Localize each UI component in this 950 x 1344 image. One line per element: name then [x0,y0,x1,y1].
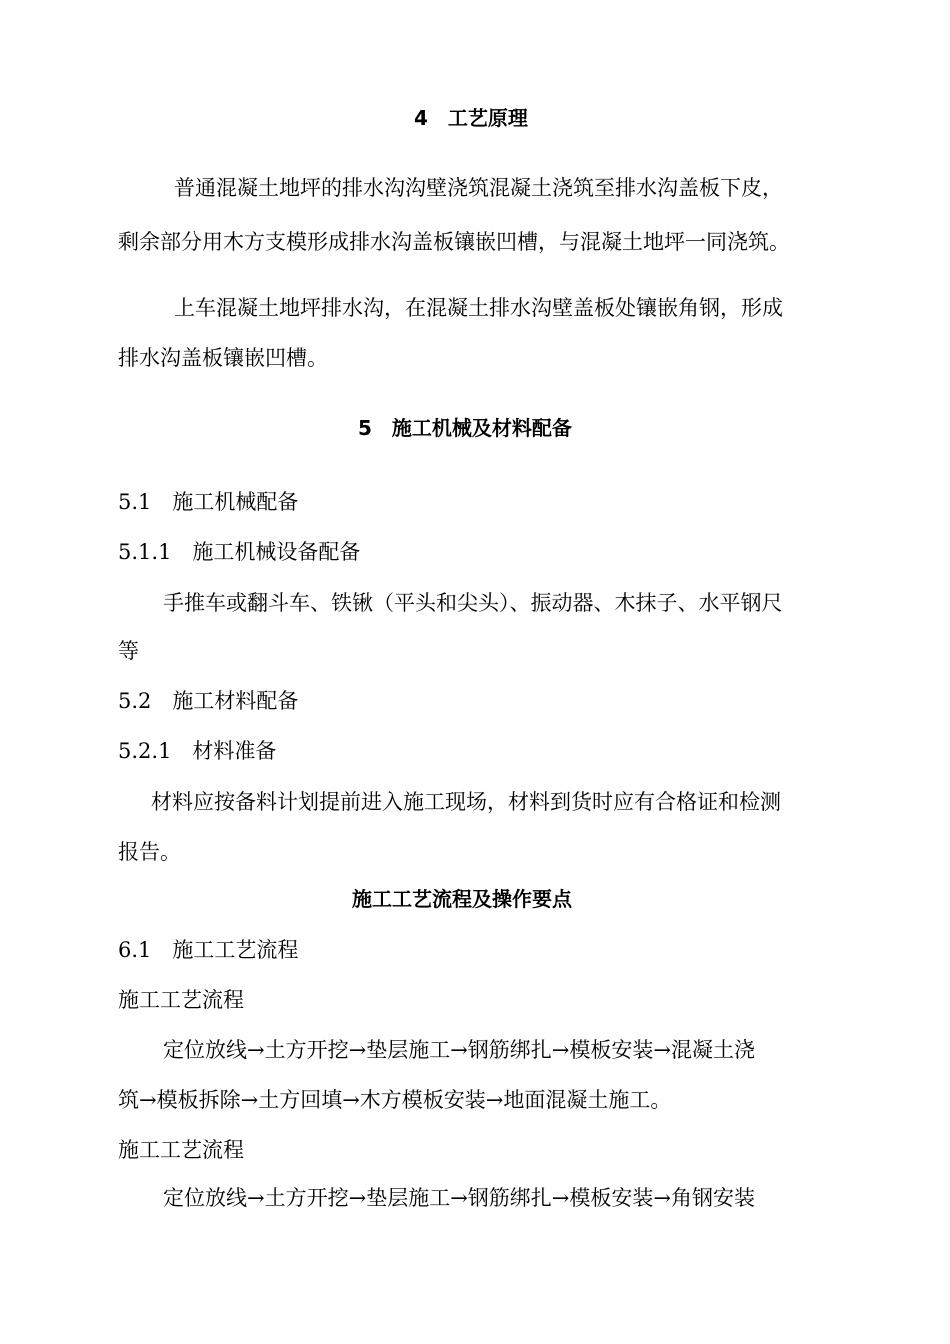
subsection-6-1-title: 6.1 施工工艺流程 [118,938,299,962]
subsection-5-1-1-title: 5.1.1 施工机械设备配备 [118,540,361,564]
materials-paragraph-line-1: 材料应按备料计划提前进入施工现场，材料到货时应有合格证和检测 [151,790,781,814]
section-5-heading: 5 施工机械及材料配备 [358,416,572,440]
paragraph-principle-1-line-1: 普通混凝土地坪的排水沟沟壁浇筑混凝土浇筑至排水沟盖板下皮， [174,176,783,200]
process-flow-2-line-1: 定位放线→土方开挖→垫层施工→钢筋绑扎→模板安装→角钢安装 [163,1186,755,1210]
process-flow-1-label: 施工工艺流程 [118,988,244,1012]
paragraph-principle-1-line-2: 剩余部分用木方支模形成排水沟盖板镶嵌凹槽，与混凝土地坪一同浇筑。 [118,230,790,254]
subsection-5-2-1-title: 5.2.1 材料准备 [118,739,277,763]
equipment-list-line-2: 等 [118,639,139,663]
process-flow-1-line-2: 筑→模板拆除→土方回填→木方模板安装→地面混凝土施工。 [118,1088,672,1112]
paragraph-principle-2-line-2: 排水沟盖板镶嵌凹槽。 [118,346,328,370]
subsection-5-1-title: 5.1 施工机械配备 [118,490,299,514]
materials-paragraph-line-2: 报告。 [118,840,181,864]
process-flow-2-label: 施工工艺流程 [118,1138,244,1162]
process-flow-1-line-1: 定位放线→土方开挖→垫层施工→钢筋绑扎→模板安装→混凝土浇 [163,1038,755,1062]
section-6-heading: 施工工艺流程及操作要点 [352,887,572,911]
equipment-list-line-1: 手推车或翻斗车、铁锹（平头和尖头）、振动器、木抹子、水平钢尺 [163,591,783,615]
section-4-heading: 4 工艺原理 [414,106,528,130]
paragraph-principle-2-line-1: 上车混凝土地坪排水沟，在混凝土排水沟壁盖板处镶嵌角钢，形成 [174,296,783,320]
subsection-5-2-title: 5.2 施工材料配备 [118,689,299,713]
